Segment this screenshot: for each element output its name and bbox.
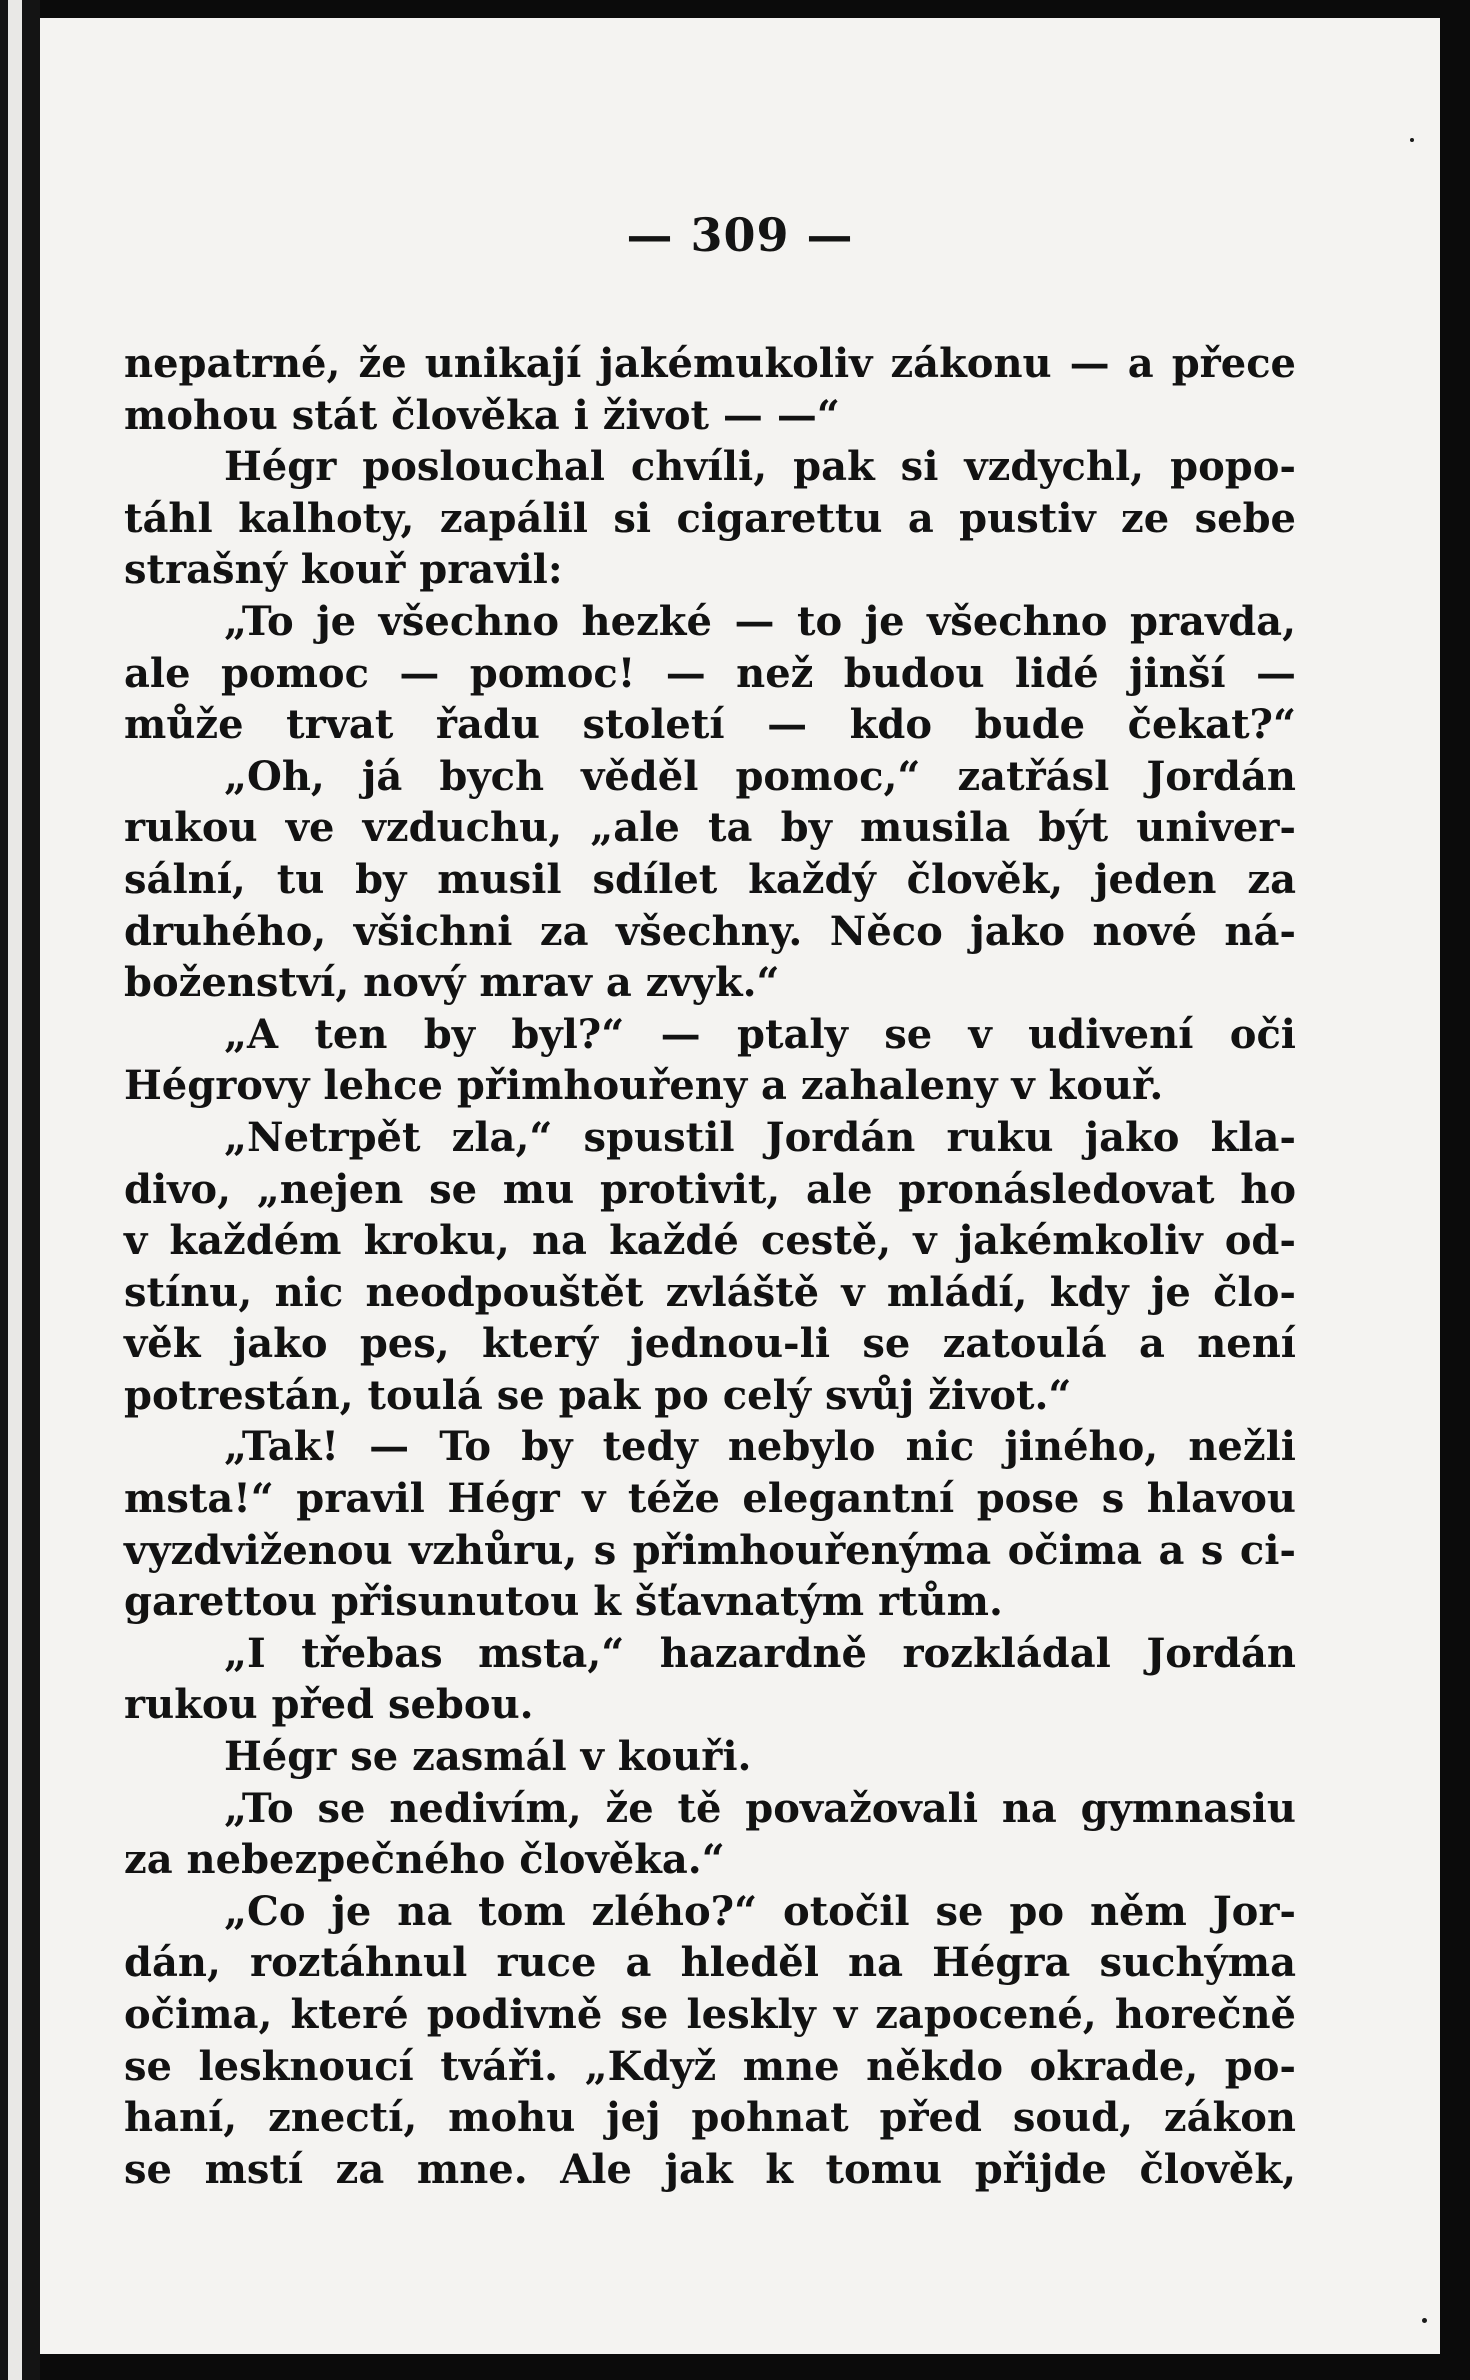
text-line: sální, tu by musil sdílet každý člověk, jeden za [124, 855, 1296, 903]
text-line: se mstí za mne. Ale jak k tomu přijde člověk, [124, 2145, 1296, 2193]
text-line: haní, znectí, mohu jej pohnat před soud, zákon [124, 2094, 1296, 2142]
page-number: — 309 — [626, 208, 854, 262]
text-line: rukou před sebou. [124, 1681, 534, 1729]
text-line: „Tak! — To by tedy nebylo nic jiného, nežli [224, 1423, 1296, 1471]
text-line: divo, „nejen se mu protivit, ale pronásledovat ho [124, 1165, 1296, 1213]
text-line: táhl kalhoty, zapálil si cigarettu a pustiv ze sebe [124, 494, 1296, 542]
text-line: „To se nedivím, že tě považovali na gymnasiu [224, 1784, 1296, 1832]
text-line: potrestán, toulá se pak po celý svůj život.“ [124, 1371, 1072, 1419]
text-line: může trvat řadu století — kdo bude čekat?“ [124, 701, 1296, 749]
text-line: rukou ve vzduchu, „ale ta by musila být univer- [124, 804, 1296, 852]
ink-speck [1422, 2318, 1427, 2323]
text-line: očima, které podivně se leskly v zapocené, horečně [124, 1991, 1296, 2038]
book-page [40, 18, 1440, 2354]
text-line: Hégrovy lehce přimhouřeny a zahaleny v kouř. [124, 1062, 1164, 1110]
text-line: „A ten by byl?“ — ptaly se v udivení oči [224, 1010, 1296, 1058]
text-line: mohou stát člověka i život — —“ [124, 391, 840, 439]
text-line: „Oh, já bych věděl pomoc,“ zatřásl Jordán [224, 752, 1296, 800]
text-line: „I třebas msta,“ hazardně rozkládal Jordán [224, 1629, 1296, 1677]
text-line: „Co je na tom zlého?“ otočil se po něm Jor- [224, 1887, 1296, 1935]
text-line: garettou přisunutou k šťavnatým rtům. [124, 1578, 1003, 1626]
text-line: „Netrpět zla,“ spustil Jordán ruku jako kla- [224, 1113, 1296, 1161]
text-line: nepatrné, že unikají jakémukoliv zákonu — a přece [124, 340, 1296, 387]
text-line: vyzdviženou vzhůru, s přimhouřenýma očima a s ci- [124, 1526, 1296, 1574]
text-line: se lesknoucí tváři. „Když mne někdo okrade, po- [124, 2042, 1296, 2090]
text-line: za nebezpečného člověka.“ [124, 1836, 725, 1884]
text-line: v každém kroku, na každé cestě, v jakémkoliv od- [124, 1217, 1296, 1265]
text-line: stínu, nic neodpouštět zvláště v mládí, kdy je člo- [124, 1268, 1296, 1316]
text-line: Hégr se zasmál v kouři. [224, 1733, 752, 1781]
text-line: strašný kouř pravil: [124, 546, 563, 594]
body-text [124, 338, 1296, 2195]
text-line: ale pomoc — pomoc! — než budou lidé jinší — [124, 649, 1296, 697]
ink-speck [1410, 138, 1414, 142]
text-line: druhého, všichni za všechny. Něco jako nové ná- [124, 907, 1296, 955]
text-line: Hégr poslouchal chvíli, pak si vzdychl, popo- [224, 443, 1296, 491]
text-line: boženství, nový mrav a zvyk.“ [124, 959, 780, 1007]
text-line: „To je všechno hezké — to je všechno pravda, [224, 597, 1296, 645]
text-line: msta!“ pravil Hégr v téže elegantní pose s hlavou [124, 1475, 1296, 1523]
book-gutter [8, 0, 22, 2380]
text-line: věk jako pes, který jednou-li se zatoulá a není [124, 1320, 1296, 1368]
text-line: dán, roztáhnul ruce a hleděl na Hégra suchýma [124, 1939, 1296, 1987]
